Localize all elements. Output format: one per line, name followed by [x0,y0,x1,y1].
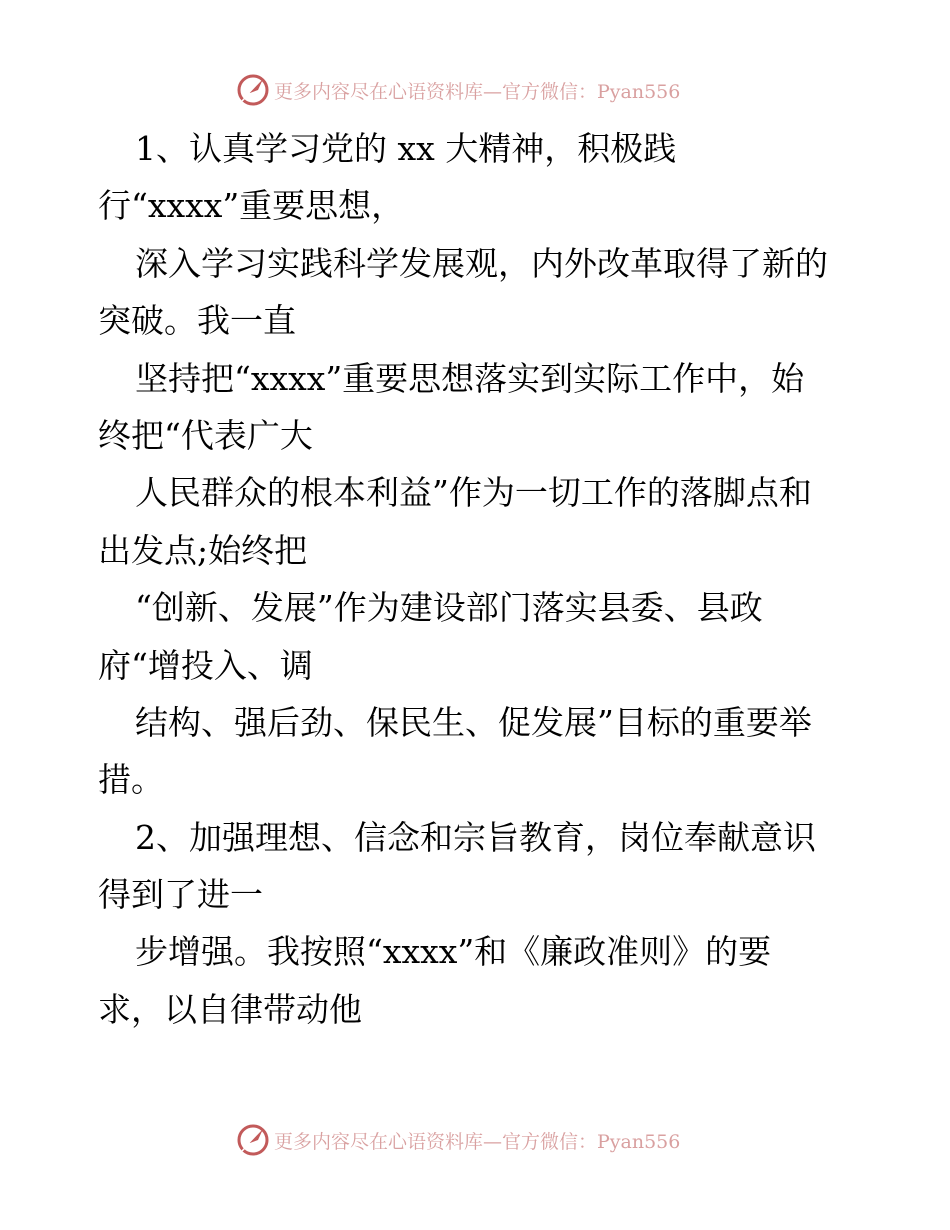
text-line: 步增强。我按照“xxxx”和《廉政准则》的要 [135,932,772,972]
text-line: 深入学习实践科学发展观，内外改革取得了新的 [135,243,828,283]
quill-logo-icon [236,73,270,107]
text-line: 行“xxxx”重要思想， [98,186,405,226]
header-banner-text: 更多内容尽在心语资料库—官方微信：Pyan556 [274,80,681,103]
text-line: 2、加强理想、信念和宗旨教育，岗位奉献意识 [135,817,816,857]
text-line: 突破。我一直 [98,301,296,341]
header-banner [236,70,716,110]
text-line: 求，以自律带动他 [98,989,362,1029]
text-line: 结构、强后劲、保民生、促发展”目标的重要举 [135,702,812,742]
text-line: 出发点;始终把 [98,530,308,570]
footer-banner [236,1120,716,1160]
text-line: 人民群众的根本利益”作为一切工作的落脚点和 [135,473,812,513]
document-body [98,120,858,1038]
text-line: 1、认真学习党的 xx 大精神，积极践 [135,129,677,168]
text-line: 得到了进一 [98,875,263,915]
text-line: 府“增投入、调 [98,645,313,685]
quill-logo-icon [236,1123,270,1157]
text-line: “创新、发展”作为建设部门落实县委、县政 [135,588,763,628]
text-line: 坚持把“xxxx”重要思想落实到实际工作中，始 [135,358,805,398]
text-line: 终把“代表广大 [98,415,313,455]
footer-banner-text: 更多内容尽在心语资料库—官方微信：Pyan556 [274,1130,681,1153]
text-line: 措。 [98,760,164,800]
